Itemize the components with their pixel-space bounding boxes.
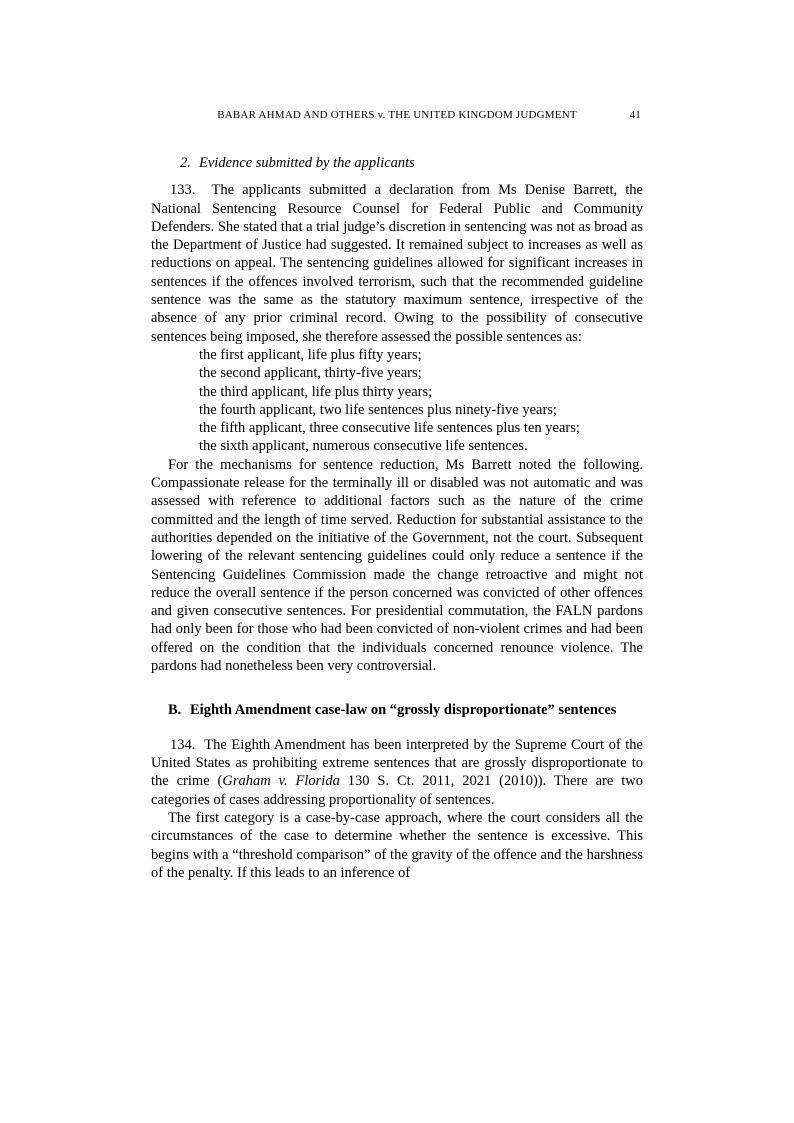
section-heading-number: 2. [180,155,191,171]
paragraph-133: 133. The applicants submitted a declaration from Ms Denise Barrett, the National Sentencing Resource Counsel for Federal Public and Community Defenders. She stated that a trial judge’s discretion in sentencing was not as broad as the Department of Justice had suggested. It remained subject to increases as well as reductions on appeal. The sentencing guidelines allowed for significant increases in sentences if the offences involved terrorism, such that the recommended guideline sentence was the same as the statutory maximum sentence, irrespective of the absence of any prior criminal record. Owing to the possibility of consecutive sentences being imposed, she therefore assessed the possible sentences as: [151,182,643,345]
list-item: the first applicant, life plus fifty years; [199,346,422,363]
running-header [151,108,643,122]
paragraph-mechanisms: For the mechanisms for sentence reduction, Ms Barrett noted the following. Compassionate release for the terminally ill or disabled was not automatic and was assessed with reference to additional factors such as the nature of the crime committed and the length of time served. Reduction for substantial assistance to the authorities depended on the initiative of the Government, not the court. Subsequent lowering of the relevant sentencing guidelines could only reduce a sentence if the Sentencing Guidelines Commission made the change retroactive and might not reduce the overall sentence if the person concerned was convicted of other offences and given consecutive sentences. For presidential commutation, the FALN pardons had only been for those who had been convicted of non-violent crimes and had been offered on the condition that the individuals concerned renounce violence. The pardons had nonetheless been very controversial. [151,456,643,675]
list-item: the sixth applicant, numerous consecutive life sentences. [199,438,528,455]
section-heading-letter: B. [168,702,182,719]
page-content [151,108,643,882]
section-heading-b-title: Eighth Amendment case-law on “grossly disproportionate” sentences [190,702,617,719]
list-item: the second applicant, thirty-five years; [199,365,422,382]
paragraph-134-text-after: 130 S. Ct. 2011, 2021 (2010)). There are two categories of cases addressing proportionality of sentences. [151,773,643,808]
list-item: the fifth applicant, three consecutive life sentences plus ten years; [199,420,580,437]
paragraph-first-category: The first category is a case-by-case approach, where the court considers all the circumstances of the case to determine whether the sentence is excessive. This begins with a “threshold comparison” of the gravity of the offence and the harshness of the penalty. If this leads to an inference of [151,810,643,881]
section-heading-title: Evidence submitted by the applicants [199,155,415,171]
case-citation: Graham v. Florida [222,773,340,790]
paragraph-134-text-before: 134. The Eighth Amendment has been interpreted by the Supreme Court of the United States as prohibiting extreme sentences that are grossly disproportionate to the crime ( [151,736,643,790]
page-number: 41 [629,109,641,121]
assessed-sentences-list [151,346,643,456]
section-heading-eighth-amendment [151,701,643,720]
running-header-title: BABAR AHMAD AND OTHERS v. THE UNITED KINGDOM JUDGMENT [217,109,577,121]
section-heading-evidence [151,154,643,172]
list-item: the third applicant, life plus thirty years; [199,383,433,400]
list-item: the fourth applicant, two life sentences plus ninety-five years; [199,401,557,418]
paragraph-134 [151,736,643,809]
